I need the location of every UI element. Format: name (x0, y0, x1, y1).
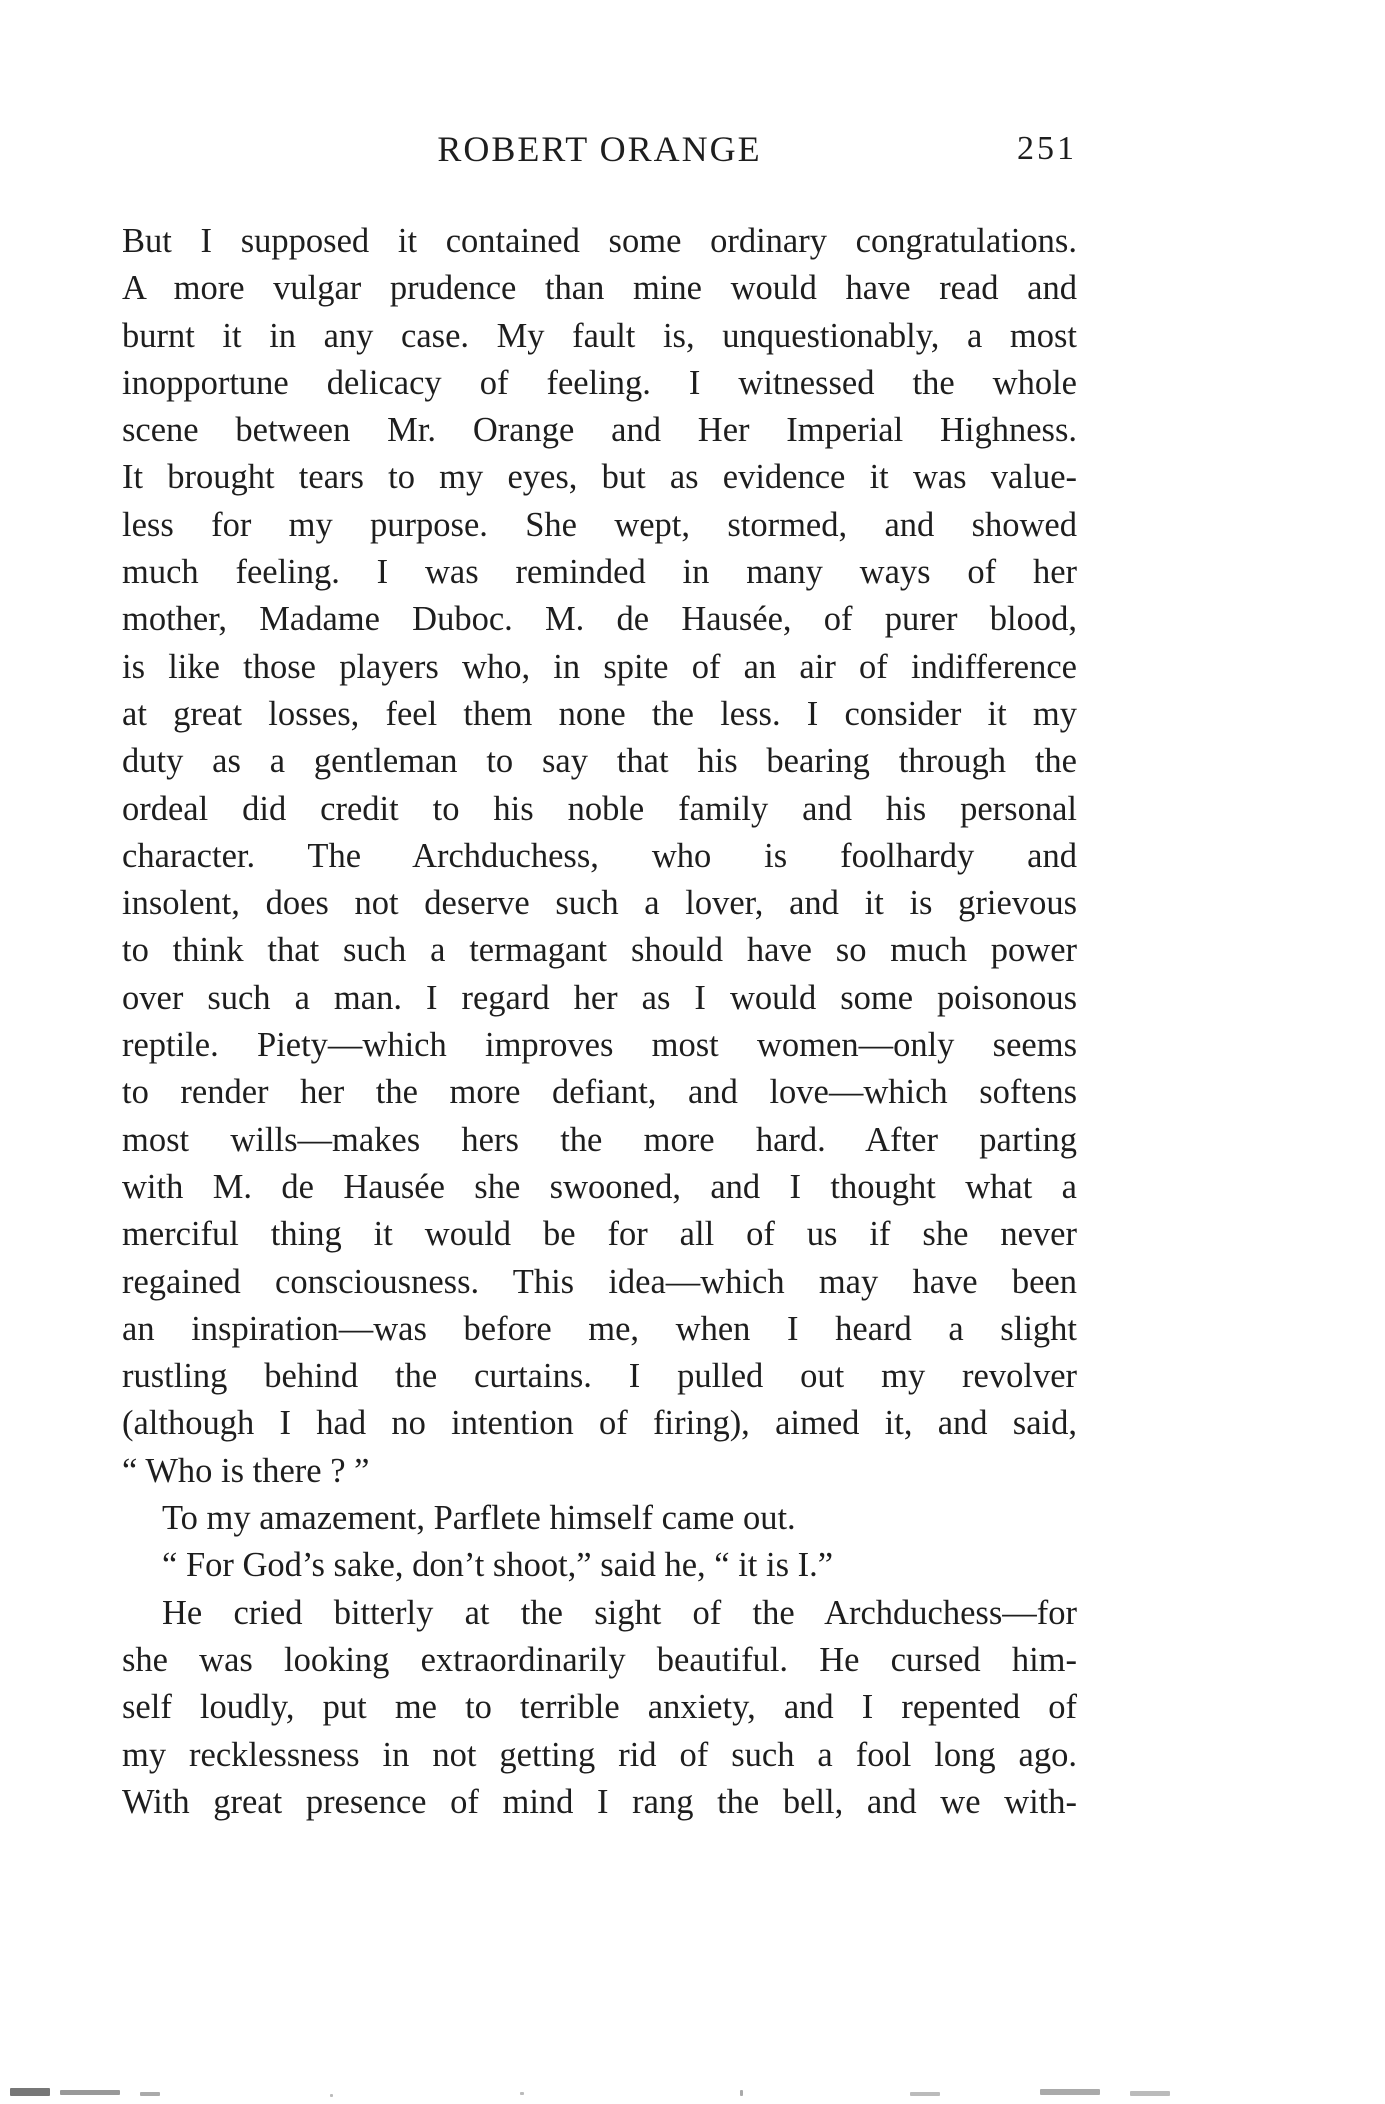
text-line: (although I had no intention of firing), aimed it, and said, (122, 1404, 1077, 1443)
text-line: With great presence of mind I rang the bell, and we with- (122, 1782, 1077, 1821)
text-line: inopportune delicacy of feeling. I witnessed the whole (122, 363, 1077, 402)
text-line: merciful thing it would be for all of us if she never (122, 1215, 1077, 1254)
text-line: character. The Archduchess, who is foolhardy and (122, 836, 1077, 875)
running-head (122, 128, 1077, 178)
text-line: over such a man. I regard her as I would some poisonous (122, 978, 1077, 1017)
text-line: at great losses, feel them none the less. I consider it my (122, 694, 1077, 733)
text-line: “ For God’s sake, don’t shoot,” said he, “ it is I.” (162, 1546, 834, 1585)
text-line: less for my purpose. She wept, stormed, and showed (122, 505, 1077, 544)
text-line: A more vulgar prudence than mine would have read and (122, 269, 1077, 308)
scan-noise (0, 2080, 1385, 2104)
text-line: regained consciousness. This idea—which may have been (122, 1262, 1077, 1301)
running-title: ROBERT ORANGE (437, 129, 762, 169)
text-line: To my amazement, Parflete himself came out. (162, 1499, 796, 1538)
text-line: most wills—makes hers the more hard. After parting (122, 1120, 1077, 1159)
text-line: my recklessness in not getting rid of such a fool long ago. (122, 1735, 1077, 1774)
text-line: an inspiration—was before me, when I heard a slight (122, 1309, 1077, 1348)
text-line: But I supposed it contained some ordinary congratulations. (122, 222, 1077, 260)
text-line: much feeling. I was reminded in many ways of her (122, 553, 1077, 592)
text-line: to think that such a termagant should have so much power (122, 931, 1077, 970)
text-line: burnt it in any case. My fault is, unquestionably, a most (122, 316, 1077, 355)
text-line: is like those players who, in spite of an air of indifference (122, 647, 1077, 686)
body-text (122, 218, 1077, 1826)
text-line: with M. de Hausée she swooned, and I thought what a (122, 1167, 1077, 1206)
text-line: insolent, does not deserve such a lover, and it is grievous (122, 884, 1077, 923)
text-line: scene between Mr. Orange and Her Imperial Highness. (122, 411, 1077, 450)
text-line: self loudly, put me to terrible anxiety, and I repented of (122, 1688, 1077, 1727)
text-line: ordeal did credit to his noble family and his personal (122, 789, 1077, 828)
text-line: reptile. Piety—which improves most women—only seems (122, 1026, 1077, 1065)
text-line: duty as a gentleman to say that his bearing through the (122, 742, 1077, 781)
text-line: to render her the more defiant, and love—which softens (122, 1073, 1077, 1112)
page-number: 251 (1017, 130, 1077, 167)
text-line: He cried bitterly at the sight of the Archduchess—for (162, 1593, 1077, 1632)
text-line: “ Who is there ? ” (122, 1451, 370, 1490)
text-line: mother, Madame Duboc. M. de Hausée, of purer blood, (122, 600, 1077, 639)
text-line: she was looking extraordinarily beautiful. He cursed him- (122, 1640, 1077, 1679)
text-line: rustling behind the curtains. I pulled out my revolver (122, 1357, 1077, 1396)
text-line: It brought tears to my eyes, but as evidence it was value- (122, 458, 1077, 497)
